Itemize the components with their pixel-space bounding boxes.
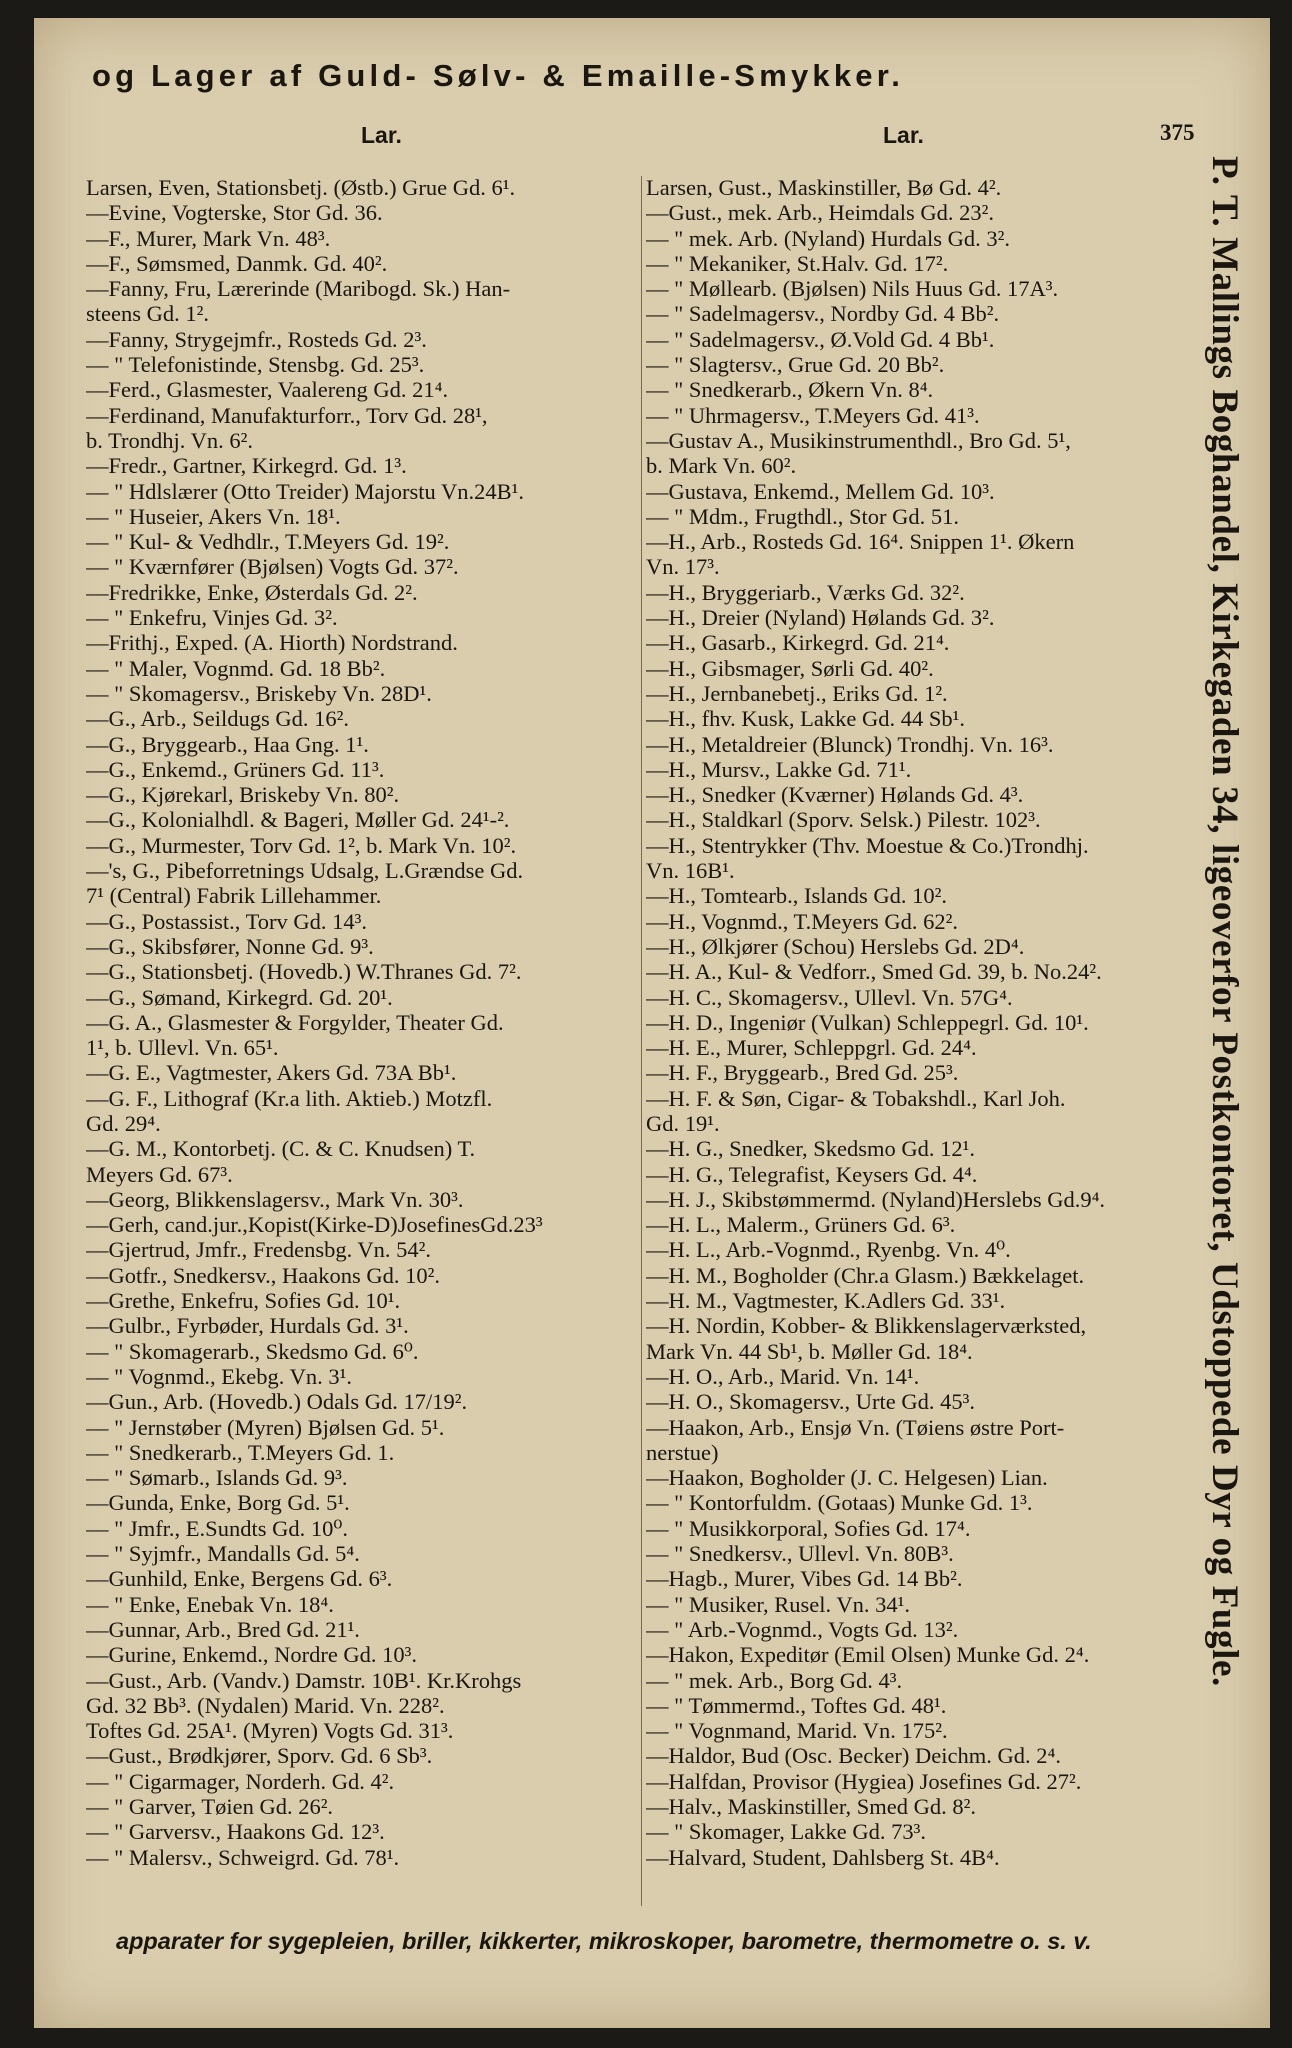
side-advertisement-text: P. T. Mallings Boghandel, Kirkegaden 34, ligeoverfor Postkontoret, Udstoppede Dyr og Fugle.: [1204, 156, 1245, 1687]
directory-entry-line: —Gunhild, Enke, Bergens Gd. 6³.: [86, 1566, 393, 1592]
directory-entry-line: —G., Sømand, Kirkegrd. Gd. 20¹.: [86, 984, 393, 1010]
directory-entry-line: —F., Sømsmed, Danmk. Gd. 40².: [86, 250, 388, 276]
directory-entry-line: —H., Vognmd., T.Meyers Gd. 62².: [646, 908, 958, 934]
directory-entry-line: — " Kværnfører (Bjølsen) Vogts Gd. 37².: [86, 554, 459, 580]
directory-entry-line: —G., Kjørekarl, Briskeby Vn. 80².: [86, 782, 400, 808]
directory-entry-line: — " Tømmermd., Toftes Gd. 48¹.: [646, 1692, 947, 1718]
directory-entry-line: — " mek. Arb. (Nyland) Hurdals Gd. 3².: [646, 225, 1010, 251]
directory-entry-line: —Gotfr., Snedkersv., Haakons Gd. 10².: [86, 1262, 440, 1288]
directory-entry-line: —G. A., Glasmester & Forgylder, Theater Gd.: [86, 1009, 504, 1035]
directory-entry-line: —H., Jernbanebetj., Eriks Gd. 1².: [646, 680, 948, 706]
directory-entry-line: —H. L., Malerm., Grüners Gd. 6³.: [646, 1212, 956, 1238]
directory-entry-line: —Grethe, Enkefru, Sofies Gd. 10¹.: [86, 1288, 401, 1314]
directory-entry-line: —H., Bryggeriarb., Værks Gd. 32².: [646, 579, 965, 605]
directory-entry-line: —H. G., Snedker, Skedsmo Gd. 12¹.: [646, 1136, 975, 1162]
left-column: [86, 175, 656, 1870]
directory-entry-line: —H. C., Skomagersv., Ullevl. Vn. 57G⁴.: [646, 984, 1013, 1010]
directory-entry-line: — " Garver, Tøien Gd. 26².: [86, 1794, 334, 1819]
directory-entry-line: —Hakon, Expeditør (Emil Olsen) Munke Gd. 2⁴.: [646, 1642, 1090, 1668]
directory-entry-line: —Fredr., Gartner, Kirkegrd. Gd. 1³.: [86, 453, 407, 479]
directory-entry-line: —G., Enkemd., Grüners Gd. 11³.: [86, 756, 385, 782]
directory-entry-line: —G. F., Lithograf (Kr.a lith. Aktieb.) Motzfl.: [86, 1085, 493, 1111]
directory-entry-line: —Fanny, Strygejmfr., Rosteds Gd. 2³.: [86, 326, 427, 352]
directory-entry-line: — " Enkefru, Vinjes Gd. 3².: [86, 605, 338, 631]
directory-entry-line: — " Garversv., Haakons Gd. 12³.: [86, 1819, 385, 1845]
directory-entry-line: Mark Vn. 44 Sb¹, b. Møller Gd. 18⁴.: [646, 1338, 973, 1364]
directory-entry-line: —H., Tomtearb., Islands Gd. 10².: [646, 883, 947, 909]
directory-entry-line: —Ferd., Glasmester, Vaalereng Gd. 21⁴.: [86, 377, 449, 403]
directory-entry-line: Toftes Gd. 25A¹. (Myren) Vogts Gd. 31³.: [86, 1718, 454, 1744]
directory-entry-line: —Halfdan, Provisor (Hygiea) Josefines Gd. 27².: [646, 1768, 1082, 1794]
right-column-heading: Lar.: [883, 122, 924, 148]
directory-entry-line: —H., Dreier (Nyland) Hølands Gd. 3².: [646, 605, 995, 631]
directory-entry-line: —H. F. & Søn, Cigar- & Tobakshdl., Karl Joh.: [646, 1085, 1066, 1111]
directory-entry-line: Gd. 19¹.: [646, 1110, 720, 1136]
directory-entry-line: — " Syjmfr., Mandalls Gd. 5⁴.: [86, 1541, 360, 1567]
directory-entry-line: —H., Arb., Rosteds Gd. 16⁴. Snippen 1¹. Økern: [646, 529, 1075, 555]
directory-entry-line: — " Arb.-Vognmd., Vogts Gd. 13².: [646, 1616, 959, 1642]
directory-entry-line: —Hagb., Murer, Vibes Gd. 14 Bb².: [646, 1566, 963, 1592]
directory-entry-line: —Halvard, Student, Dahlsberg St. 4B⁴.: [646, 1844, 1000, 1870]
directory-entry-line: — " Uhrmagersv., T.Meyers Gd. 41³.: [646, 402, 980, 428]
directory-entry-line: —Gjertrud, Jmfr., Fredensbg. Vn. 54².: [86, 1237, 432, 1263]
directory-entry-line: — " Slagtersv., Grue Gd. 20 Bb².: [646, 352, 945, 378]
directory-entry-line: —Ferdinand, Manufakturforr., Torv Gd. 28¹,: [86, 402, 488, 428]
directory-entry-line: b. Trondhj. Vn. 6².: [86, 427, 254, 453]
directory-entry-line: —G., Arb., Seildugs Gd. 16².: [86, 706, 350, 732]
directory-entry-line: —H. Nordin, Kobber- & Blikkenslagerværksted,: [646, 1313, 1087, 1339]
directory-entry-line: — " Sadelmagersv., Nordby Gd. 4 Bb².: [646, 301, 1000, 327]
directory-entry-line: —Fanny, Fru, Lærerinde (Maribogd. Sk.) Han-: [86, 276, 511, 302]
directory-entry-line: —H. M., Bogholder (Chr.a Glasm.) Bækkelaget.: [646, 1262, 1085, 1288]
directory-entry-line: —H. J., Skibstømmermd. (Nyland)Herslebs Gd.9⁴.: [646, 1186, 1106, 1212]
directory-entry-line: nerstue): [646, 1439, 719, 1465]
directory-entry-line: — " Cigarmager, Norderh. Gd. 4².: [86, 1768, 395, 1794]
directory-entry-line: —H. O., Skomagersv., Urte Gd. 45³.: [646, 1389, 975, 1415]
directory-entry-line: — " Sømarb., Islands Gd. 9³.: [86, 1465, 348, 1491]
directory-entry-line: —Haldor, Bud (Osc. Becker) Deichm. Gd. 2⁴.: [646, 1743, 1061, 1769]
directory-entry-line: —H. L., Arb.-Vognmd., Ryenbg. Vn. 4⁰.: [646, 1237, 1011, 1263]
directory-entry-line: —Gustav A., Musikinstrumenthdl., Bro Gd. 5¹,: [646, 427, 1071, 453]
directory-entry-line: —H., Metaldreier (Blunck) Trondhj. Vn. 16³.: [646, 731, 1054, 757]
directory-entry-line: Vn. 16B¹.: [646, 858, 735, 884]
directory-entry-line: — " Møllearb. (Bjølsen) Nils Huus Gd. 17A³.: [646, 276, 1059, 302]
directory-entry-line: —H. M., Vagtmester, K.Adlers Gd. 33¹.: [646, 1288, 1006, 1314]
directory-entry-line: — " Malersv., Schweigrd. Gd. 78¹.: [86, 1844, 400, 1870]
directory-entry-line: —Gust., Brødkjører, Sporv. Gd. 6 Sb³.: [86, 1743, 433, 1769]
directory-entry-line: —H. E., Murer, Schleppgrl. Gd. 24⁴.: [646, 1035, 977, 1061]
directory-entry-line: —Halv., Maskinstiller, Smed Gd. 8².: [646, 1794, 976, 1819]
directory-entry-line: —H., Snedker (Kværner) Hølands Gd. 4³.: [646, 782, 1024, 808]
directory-entry-line: —H., Gibsmager, Sørli Gd. 40².: [646, 655, 934, 681]
directory-entry-line: —F., Murer, Mark Vn. 48³.: [86, 225, 331, 251]
directory-entry-line: — " Telefonistinde, Stensbg. Gd. 25³.: [86, 352, 425, 378]
directory-entry-line: —Haakon, Arb., Ensjø Vn. (Tøiens østre Port-: [646, 1414, 1065, 1440]
directory-entry-line: —Gurine, Enkemd., Nordre Gd. 10³.: [86, 1642, 418, 1668]
directory-entry-line: —H., Ølkjører (Schou) Herslebs Gd. 2D⁴.: [646, 933, 1025, 959]
directory-entry-line: —Gun., Arb. (Hovedb.) Odals Gd. 17/19².: [86, 1389, 468, 1415]
directory-entry-line: — " Skomager, Lakke Gd. 73³.: [646, 1819, 926, 1845]
directory-entry-line: Gd. 29⁴.: [86, 1110, 161, 1136]
directory-entry-line: — " Jmfr., E.Sundts Gd. 10⁰.: [86, 1515, 348, 1541]
directory-entry-line: — " Mekaniker, St.Halv. Gd. 17².: [646, 250, 949, 276]
directory-entry-line: — " Skomagerarb., Skedsmo Gd. 6⁰.: [86, 1338, 419, 1364]
directory-entry-line: — " Sadelmagersv., Ø.Vold Gd. 4 Bb¹.: [646, 326, 995, 352]
directory-entry-line: —Gust., mek. Arb., Heimdals Gd. 23².: [646, 200, 994, 226]
directory-entry-line: —Gunnar, Arb., Bred Gd. 21¹.: [86, 1616, 360, 1642]
directory-entry-line: — " Huseier, Akers Vn. 18¹.: [86, 503, 341, 529]
banner-advertisement: og Lager af Guld- Sølv- & Emaille-Smykker.: [92, 58, 905, 93]
directory-entry-line: —G. M., Kontorbetj. (C. & C. Knudsen) T.: [86, 1136, 476, 1162]
directory-entry-line: —G., Skibsfører, Nonne Gd. 9³.: [86, 933, 374, 959]
directory-entry-line: —Evine, Vogterske, Stor Gd. 36.: [86, 200, 383, 226]
directory-entry-line: — " Skomagersv., Briskeby Vn. 28D¹.: [86, 680, 432, 706]
directory-entry-line: —H. O., Arb., Marid. Vn. 14¹.: [646, 1363, 920, 1389]
directory-entry-line: — " Snedkerarb., Økern Vn. 8⁴.: [646, 377, 934, 403]
directory-entry-line: — " Snedkerarb., T.Meyers Gd. 1.: [86, 1439, 395, 1465]
directory-entry-line: —Gulbr., Fyrbøder, Hurdals Gd. 3¹.: [86, 1313, 409, 1339]
directory-entry-line: —G., Kolonialhdl. & Bageri, Møller Gd. 24¹-².: [86, 807, 510, 833]
directory-entry-line: — " Kontorfuldm. (Gotaas) Munke Gd. 1³.: [646, 1490, 1033, 1516]
directory-entry-line: steens Gd. 1².: [86, 301, 209, 327]
directory-entry-line: —H., Gasarb., Kirkegrd. Gd. 21⁴.: [646, 630, 950, 656]
directory-entry-line: — " Kul- & Vedhdlr., T.Meyers Gd. 19².: [86, 529, 450, 555]
directory-entry-line: Larsen, Even, Stationsbetj. (Østb.) Grue Gd. 6¹.: [86, 175, 516, 200]
directory-entry-line: — " Musikkorporal, Sofies Gd. 17⁴.: [646, 1515, 971, 1541]
directory-entry-line: —G., Murmester, Torv Gd. 1², b. Mark Vn. 10².: [86, 832, 517, 858]
directory-entry-line: —Gustava, Enkemd., Mellem Gd. 10³.: [646, 478, 995, 504]
directory-entry-line: — " Enke, Enebak Vn. 18⁴.: [86, 1591, 334, 1617]
directory-entry-line: —H. F., Bryggearb., Bred Gd. 25³.: [646, 1060, 959, 1086]
directory-entry-line: — " Maler, Vognmd. Gd. 18 Bb².: [86, 655, 386, 681]
directory-entry-line: —G. E., Vagtmester, Akers Gd. 73A Bb¹.: [86, 1060, 457, 1086]
directory-entry-line: —Haakon, Bogholder (J. C. Helgesen) Lian.: [646, 1465, 1048, 1491]
page-scan: [34, 18, 1270, 2028]
directory-entry-line: — " Hdlslærer (Otto Treider) Majorstu Vn.24B¹.: [86, 478, 525, 504]
directory-entry-line: — " Musiker, Rusel. Vn. 34¹.: [646, 1591, 910, 1617]
directory-entry-line: —Fredrikke, Enke, Østerdals Gd. 2².: [86, 579, 418, 605]
directory-entry-line: —Frithj., Exped. (A. Hiorth) Nordstrand.: [86, 630, 458, 656]
directory-entry-line: —H., Mursv., Lakke Gd. 71¹.: [646, 756, 912, 782]
column-divider: [641, 176, 642, 1906]
directory-entry-line: 7¹ (Central) Fabrik Lillehammer.: [86, 883, 382, 909]
directory-entry-line: —H. G., Telegrafist, Keysers Gd. 4⁴.: [646, 1161, 978, 1187]
right-column: [646, 175, 1216, 1870]
directory-entry-line: —G., Postassist., Torv Gd. 14³.: [86, 908, 368, 934]
directory-entry-line: b. Mark Vn. 60².: [646, 453, 797, 479]
directory-entry-line: —Gunda, Enke, Borg Gd. 5¹.: [86, 1490, 350, 1516]
directory-entry-line: —G., Stationsbetj. (Hovedb.) W.Thranes Gd. 7².: [86, 959, 522, 985]
directory-entry-line: Vn. 17³.: [646, 554, 720, 580]
footer-advertisement: apparater for sygepleien, briller, kikkerter, mikroskoper, barometre, thermometre o. s. v.: [116, 1928, 1092, 1954]
directory-entry-line: —Georg, Blikkenslagersv., Mark Vn. 30³.: [86, 1186, 464, 1212]
directory-entry-line: —G., Bryggearb., Haa Gng. 1¹.: [86, 731, 369, 757]
directory-entry-line: —H., Staldkarl (Sporv. Selsk.) Pilestr. 102³.: [646, 807, 1041, 833]
directory-entry-line: —'s, G., Pibeforretnings Udsalg, L.Grændse Gd.: [86, 858, 524, 884]
directory-entry-line: — " Mdm., Frugthdl., Stor Gd. 51.: [646, 503, 959, 529]
page-number: 375: [1160, 120, 1195, 145]
left-column-heading: Lar.: [361, 122, 402, 148]
directory-entry-line: Gd. 32 Bb³. (Nydalen) Marid. Vn. 228².: [86, 1692, 445, 1718]
directory-entry-line: — " Vognmand, Marid. Vn. 175².: [646, 1718, 948, 1744]
directory-entry-line: —H. A., Kul- & Vedforr., Smed Gd. 39, b. No.24².: [646, 959, 1102, 985]
directory-entry-line: —H., Stentrykker (Thv. Moestue & Co.)Trondhj.: [646, 832, 1089, 858]
directory-entry-line: —Gerh, cand.jur.,Kopist(Kirke-D)JosefinesGd.23³: [86, 1212, 543, 1238]
directory-entry-line: —H. D., Ingeniør (Vulkan) Schleppegrl. Gd. 10¹.: [646, 1009, 1089, 1035]
directory-entry-line: Larsen, Gust., Maskinstiller, Bø Gd. 4².: [646, 175, 1002, 200]
directory-entry-line: — " Vognmd., Ekebg. Vn. 3¹.: [86, 1363, 352, 1389]
directory-entry-line: — " Snedkersv., Ullevl. Vn. 80B³.: [646, 1541, 954, 1567]
directory-entry-line: —H., fhv. Kusk, Lakke Gd. 44 Sb¹.: [646, 706, 966, 732]
directory-entry-line: 1¹, b. Ullevl. Vn. 65¹.: [86, 1035, 279, 1061]
directory-entry-line: — " Jernstøber (Myren) Bjølsen Gd. 5¹.: [86, 1414, 445, 1440]
directory-entry-line: — " mek. Arb., Borg Gd. 4³.: [646, 1667, 903, 1693]
directory-entry-line: Meyers Gd. 67³.: [86, 1161, 233, 1187]
directory-entry-line: —Gust., Arb. (Vandv.) Damstr. 10B¹. Kr.Krohgs: [86, 1667, 522, 1693]
